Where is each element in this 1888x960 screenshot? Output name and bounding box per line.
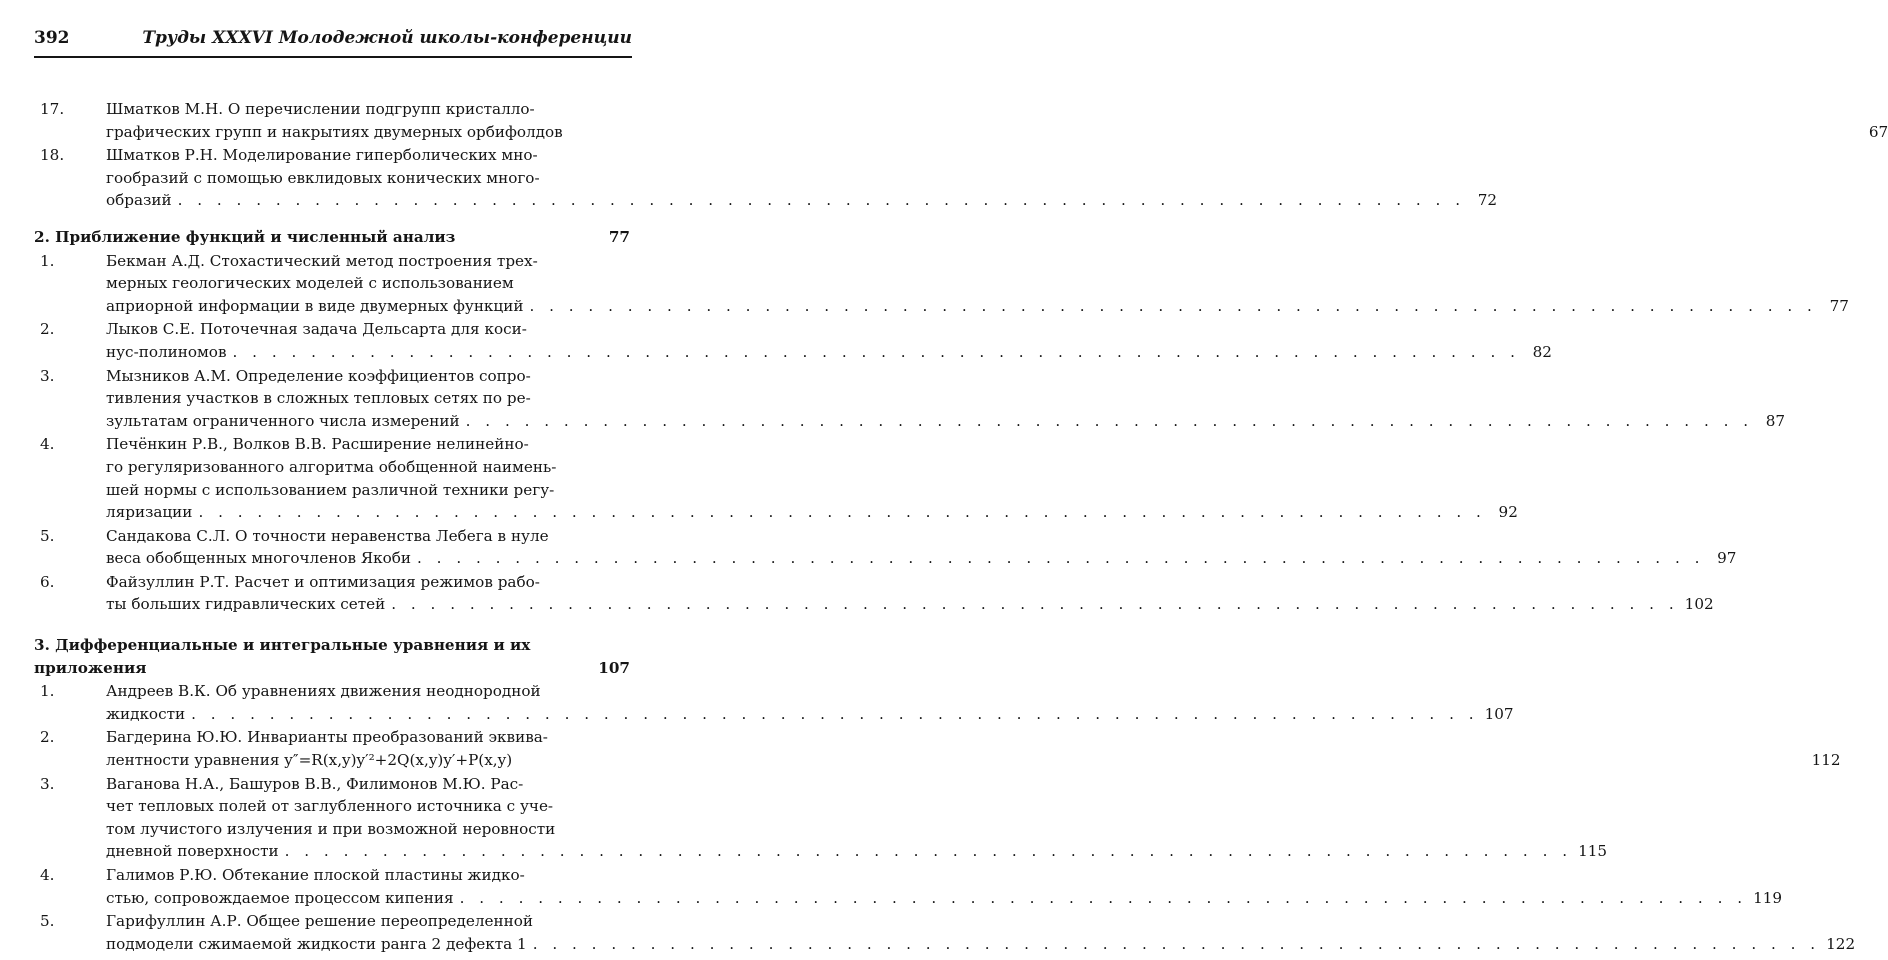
entry-line: шей нормы с использованием различной техники регу- bbox=[106, 480, 555, 499]
dot-leader bbox=[466, 410, 1753, 433]
dot-leader bbox=[198, 501, 1485, 524]
entry-last-line: ты больших гидравлических сетей bbox=[106, 595, 386, 614]
entry-page: 82 bbox=[1532, 342, 1552, 361]
toc-entry bbox=[34, 571, 1714, 616]
dot-leader bbox=[533, 933, 1820, 956]
entry-number: 3. bbox=[40, 366, 55, 385]
dot-leader bbox=[529, 295, 1816, 318]
entry-number: 2. bbox=[40, 728, 55, 747]
entry-number: 5. bbox=[40, 526, 55, 545]
entry-last-line: стью, сопровождаемое процессом кипения bbox=[106, 888, 454, 907]
toc-entry bbox=[34, 98, 1888, 143]
dot-leader bbox=[460, 887, 1747, 910]
section-heading bbox=[34, 226, 630, 249]
entry-line: го регуляризованного алгоритма обобщенной наимень- bbox=[106, 457, 557, 476]
entry-line: Лыков С.Е. Поточечная задача Дельсарта для коси- bbox=[106, 320, 527, 339]
entry-number: 6. bbox=[40, 572, 55, 591]
section-entries bbox=[34, 250, 1849, 617]
entry-last-line: дневной поверхности bbox=[106, 842, 279, 861]
entry-text bbox=[106, 365, 1785, 433]
entry-number: 3. bbox=[40, 774, 55, 793]
entry-last-line: ляризации bbox=[106, 503, 193, 522]
entry-line: Андреев В.К. Об уравнениях движения неоднородной bbox=[106, 682, 541, 701]
entry-number: 1. bbox=[40, 251, 55, 270]
entry-text bbox=[106, 144, 1497, 212]
entry-line: чет тепловых полей от заглубленного источника с уче- bbox=[106, 797, 554, 816]
toc-entry bbox=[34, 525, 1737, 570]
section-title-line: 3. Дифференциальные и интегральные уравнения и их bbox=[34, 636, 531, 655]
entry-number: 18. bbox=[40, 146, 65, 165]
dot-leader bbox=[191, 703, 1478, 726]
entry-line: Шматков М.Н. О перечислении подгрупп кристалло- bbox=[106, 100, 535, 118]
entry-line: Гарифуллин А.Р. Общее решение переопределенной bbox=[106, 912, 534, 931]
entry-page: 77 bbox=[1829, 296, 1849, 315]
entry-last-line: жидкости bbox=[106, 704, 186, 723]
section-page: 107 bbox=[598, 658, 630, 677]
entry-number: 17. bbox=[40, 100, 65, 118]
entry-last-line: лентности уравнения y″=R(x,y)y′²+2Q(x,y)y′+P(x,y) bbox=[106, 751, 513, 770]
entry-page: 119 bbox=[1753, 888, 1783, 907]
entry-line: Шматков Р.Н. Моделирование гиперболических мно- bbox=[106, 146, 538, 165]
entry-last-line: априорной информации в виде двумерных функций bbox=[106, 296, 524, 315]
entry-line: Ваганова Н.А., Башуров В.В., Филимонов М.Ю. Рас- bbox=[106, 774, 524, 793]
entry-text bbox=[106, 98, 1888, 143]
entry-text bbox=[106, 726, 1841, 771]
dot-leader bbox=[391, 593, 1678, 616]
entry-page: 87 bbox=[1765, 411, 1786, 430]
entry-page: 112 bbox=[1811, 751, 1841, 770]
entry-page: 72 bbox=[1477, 191, 1498, 210]
entry-last-line: графических групп и накрытиях двумерных орбифолдов bbox=[106, 122, 563, 141]
entry-line: Мызников А.М. Определение коэффициентов сопро- bbox=[106, 366, 531, 385]
entry-number: 4. bbox=[40, 866, 55, 884]
entry-number: 2. bbox=[40, 320, 55, 339]
entry-page: 67 bbox=[1868, 122, 1888, 141]
entry-last-line: нус-полиномов bbox=[106, 342, 227, 361]
entry-number: 5. bbox=[40, 912, 55, 931]
page-number: 392 bbox=[34, 28, 70, 48]
entry-page: 115 bbox=[1578, 842, 1608, 861]
section-title: 2. Приближение функций и численный анализ bbox=[34, 227, 456, 246]
entry-line: том лучистого излучения и при возможной неровности bbox=[106, 819, 556, 838]
entry-last-line: веса обобщенных многочленов Якоби bbox=[106, 549, 412, 568]
table-of-contents bbox=[34, 98, 1888, 956]
entry-line: мерных геологических моделей с использованием bbox=[106, 274, 514, 293]
running-title: Труды XXXVI Молодежной школы-конференции bbox=[142, 28, 632, 48]
entry-number: 1. bbox=[40, 682, 55, 701]
entry-text bbox=[106, 433, 1518, 523]
running-header bbox=[34, 28, 632, 48]
section-heading bbox=[34, 634, 630, 679]
dot-leader bbox=[417, 547, 1704, 570]
entry-page: 107 bbox=[1484, 704, 1514, 723]
entry-line: Багдерина Ю.Ю. Инварианты преобразований эквива- bbox=[106, 728, 548, 747]
entry-last-line: подмодели сжимаемой жидкости ранга 2 дефекта 1 bbox=[106, 934, 527, 953]
entry-line: Печёнкин Р.В., Волков В.В. Расширение нелинейно- bbox=[106, 435, 529, 454]
header-rule bbox=[34, 56, 632, 58]
toc-entry bbox=[34, 726, 1841, 771]
toc-entry bbox=[34, 365, 1786, 433]
dot-leader bbox=[233, 341, 1520, 364]
entry-line: Файзуллин Р.Т. Расчет и оптимизация режимов рабо- bbox=[106, 572, 540, 591]
entry-text bbox=[106, 525, 1736, 570]
entry-number: 4. bbox=[40, 435, 55, 454]
entry-text bbox=[106, 864, 1782, 909]
toc-entry bbox=[34, 864, 1783, 909]
toc-entry bbox=[34, 144, 1498, 212]
entry-text bbox=[106, 773, 1607, 863]
entry-line: Галимов Р.Ю. Обтекание плоской пластины жидко- bbox=[106, 866, 525, 884]
entry-last-line: образий bbox=[106, 191, 172, 210]
toc-entry bbox=[34, 680, 1514, 725]
entry-line: гообразий с помощью евклидовых конических много- bbox=[106, 168, 540, 187]
entry-text bbox=[106, 250, 1849, 318]
toc-entry bbox=[34, 318, 1552, 363]
entry-text bbox=[106, 910, 1855, 955]
entry-text bbox=[106, 571, 1714, 616]
entry-line: Сандакова С.Л. О точности неравенства Лебега в нуле bbox=[106, 526, 549, 545]
entry-text bbox=[106, 680, 1514, 725]
top-entries bbox=[34, 98, 1888, 212]
entry-page: 97 bbox=[1717, 549, 1737, 568]
toc-entry bbox=[34, 433, 1518, 523]
entry-page: 122 bbox=[1826, 934, 1856, 953]
section-title-line: приложения bbox=[34, 658, 147, 677]
section-page: 77 bbox=[608, 227, 630, 246]
dot-leader bbox=[285, 840, 1572, 863]
entry-line: Бекман А.Д. Стохастический метод построения трех- bbox=[106, 251, 538, 270]
entry-page: 102 bbox=[1684, 595, 1714, 614]
entry-page: 92 bbox=[1498, 503, 1518, 522]
toc-entry bbox=[34, 773, 1608, 863]
entry-line: тивления участков в сложных тепловых сетях по ре- bbox=[106, 389, 531, 408]
entry-text bbox=[106, 318, 1552, 363]
section-entries bbox=[34, 680, 1856, 955]
toc-entry bbox=[34, 250, 1849, 318]
dot-leader bbox=[178, 189, 1465, 212]
toc-entry bbox=[34, 910, 1856, 955]
entry-last-line: зультатам ограниченного числа измерений bbox=[106, 411, 460, 430]
